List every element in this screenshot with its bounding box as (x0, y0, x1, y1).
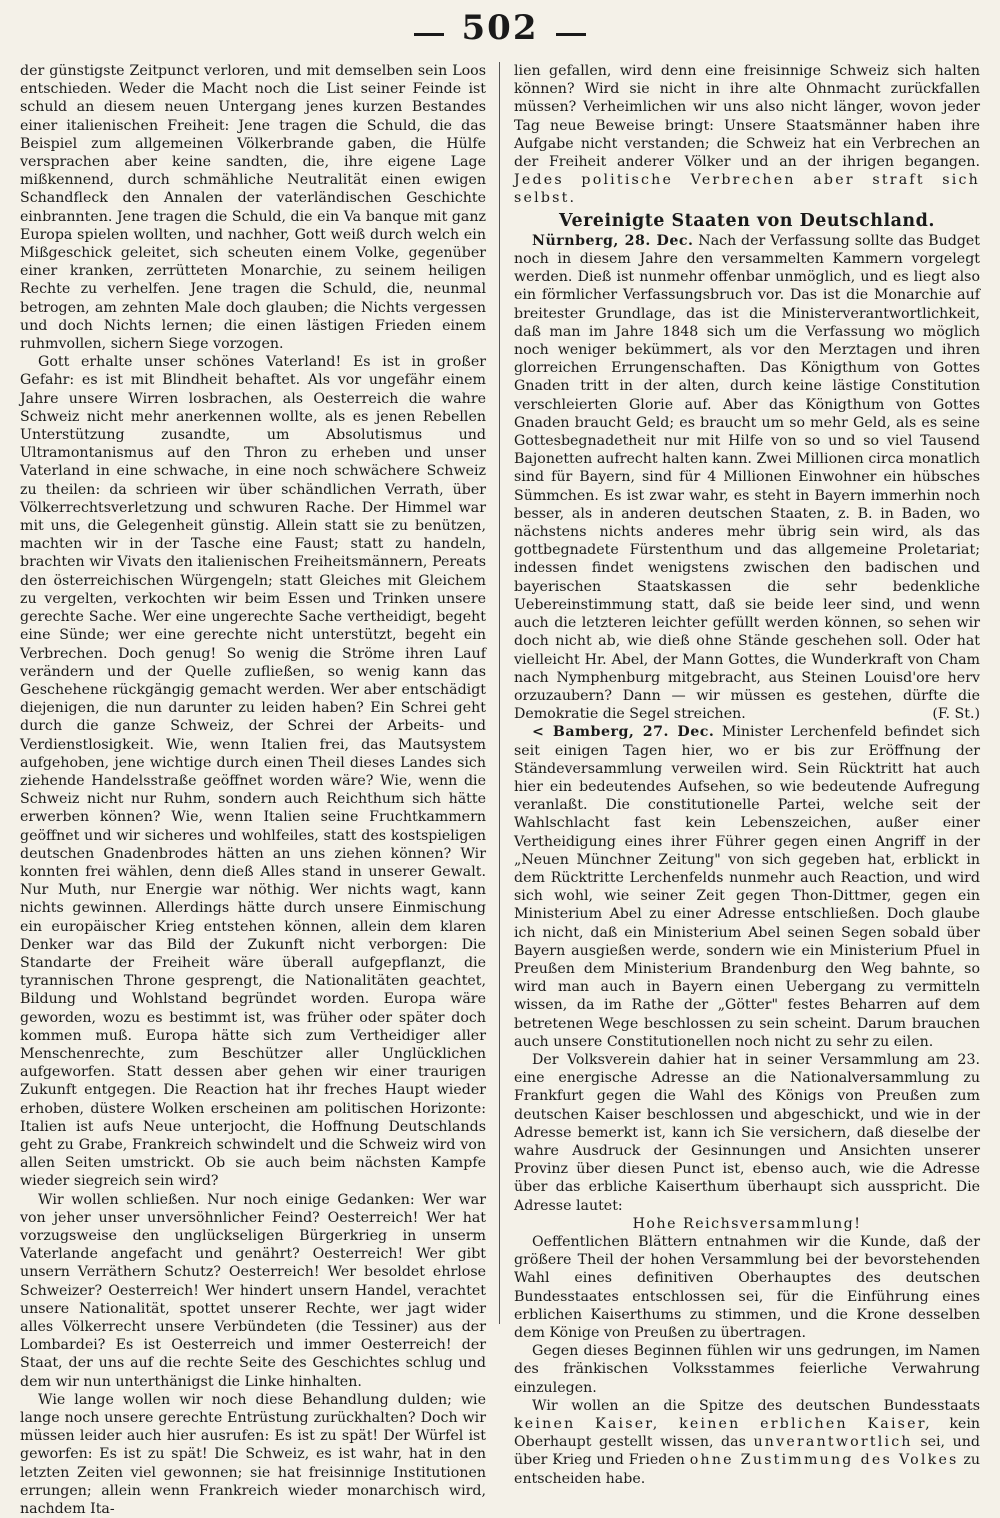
right-column (514, 62, 981, 1487)
page-header (0, 6, 1000, 54)
address-paragraph: Gegen dieses Beginnen fühlen wir uns gedrungen, im Namen des fränkischen Volksstammes feierliche Verwahrung einzulegen. (514, 1343, 980, 1396)
volksverein-paragraph: Der Volksverein dahier hat in seiner Versammlung am 23. eine energische Adresse an die Nationalversammlung zu Frankfurt gegen die Wahl des Königs von Preußen zum deutschen Kaiser beschlossen und abgeschickt, und wie in der Adresse bemerkt ist, kann ich Sie versichern, daß dieselbe der wahre Ausdruck der Gesinnungen und Ansichten unserer Provinz über diesen Punct ist, ebenso auch, wie die Adresse über das erbliche Kaiserthum überhaupt sich ausspricht. Die Adresse lautet: (514, 1051, 980, 1214)
spaced-emphasis: Jedes politische Verbrechen aber straft sich selbst. (514, 172, 980, 207)
continuation-text: lien gefallen, wird denn eine freisinnige Schweiz sich halten können? Wird sie nicht in ihre alte Ohnmacht zurückfallen müssen? Verheimlichen wir uns also nicht länger, wovon jeder Tag neue Beweise bringt: Unsere Staatsmänner haben ihre Aufgabe nicht verstanden; die Schweiz hat ein Verbrechen an der Freiheit anderer Völker und an der ihrigen begangen. (514, 63, 980, 171)
column-divider (499, 62, 500, 1324)
source-signature: (F. St.) (932, 706, 980, 723)
address-paragraph: Oeffentlichen Blättern entnahmen wir die Kunde, daß der größere Theil der hohen Versammlung bei der bevorstehenden Wahl eines definitiven Oberhauptes des deutschen Bundesstaates entschlossen sei, für die Einführung eines erblichen Kaiserthums zu stimmen, und die Krone desselben dem Könige von Preußen zu übertragen. (514, 1234, 980, 1342)
address-paragraph (514, 1397, 980, 1488)
section-title: Vereinigte Staaten von Deutschland. (558, 210, 935, 231)
left-column (20, 62, 486, 1518)
spaced-emphasis: unverantwortlich (753, 1434, 913, 1451)
page-number: 502 (461, 8, 539, 48)
bamberg-report (514, 723, 980, 1051)
header-rule-right (556, 33, 586, 36)
article-paragraph: Wie lange wollen wir noch diese Behandlung dulden; wie lange noch unsere gerechte Entrüstung zurückhalten? Doch wir müssen leider auch hier ausrufen: Es ist zu spät! Der Würfel ist geworfen: Es ist zu spät! Die Schweiz, es ist wahr, hat in den letzten Zeiten viel gewonnen; sie hat freisinnige Institutionen errungen; allein wenn Frankreich wieder monarchisch wird, nachdem Ita- (20, 1391, 486, 1518)
nuernberg-report (514, 232, 980, 723)
address-heading: Hohe Reichsversammlung! (632, 1215, 862, 1232)
bamberg-text: Minister Lerchenfeld befindet sich seit einigen Tagen hier, wo er bis zur Eröffnung der Ständeversammlung verweilen wird. Sein Rücktritt hat auch hier ein bedeutendes Aufsehen, so wie bedeutende Aufregung veranlaßt. Die constitutionelle Partei, welche seit der Wahlschlacht fast kein Lebenszeichen, außer einer Vertheidigung eines ihrer Führer gegen einen Angriff in der „Neuen Münchner Zeitung" von sich gegeben hat, erblickt in dem Rücktritte Lerchenfelds nunmehr auch Reaction, und wird sich wohl, wie seiner Zeit gegen Thon-Dittmer, gegen ein Ministerium Abel zu einer Adresse entschließen. Doch glaube ich nicht, daß ein Ministerium Abel seinen Segen sobald über Bayern ausgießen werde, sondern wie ein Ministerium Pfuel in Preußen dem Ministerium Brandenburg den Weg bahnte, so wird man auch in Bayern einen Uebergang zu vermitteln wissen, da im Rathe der „Götter" festes Beharren auf dem betretenen Wege beschlossen zu sein scheint. Darum brauchen auch unsere Constitutionellen noch nicht zu sehr zu eilen. (514, 724, 980, 1050)
nuernberg-text: Nach der Verfassung sollte das Budget noch in diesem Jahre den versammelten Kammern vorgelegt werden. Dieß ist nunmehr offenbar unmöglich, und es liegt also ein förmlicher Verfassungsbruch vor. Das ist die Monarchie auf breitester Grundlage, das ist die Ministerverantwortlichkeit, daß man im Jahre 1848 sich um die Verfassung wo möglich noch weniger bekümmert, als vor den Merztagen und ihren glorreichen Errungenschaften. Das Königthum von Gottes Gnaden tritt in der alten, durch keine lästige Constitution verschleierten Glorie auf. Aber das Königthum von Gottes Gnaden braucht Geld; es braucht um so mehr Geld, als es seine Gottesbegnadetheit nur mit Hilfe von so und so viel Tausend Bajonetten aufrecht halten kann. Zwei Millionen circa monatlich sind für Bayern, sind für 4 Millionen Einwohner ein hübsches Sümmchen. Es ist zwar wahr, es steht in Bayern immerhin noch besser, als in anderen deutschen Staaten, z. B. in Baden, wo nächstens nichts anderes mehr übrig sein wird, als das gottbegnadete Fürstenthum und das allgemeine Proletariat; indessen findet wenigstens zwischen den badischen und bayerischen Staatskassen die sehr bedenkliche Uebereinstimmung statt, daß sie beide leer sind, und wenn auch die letzteren leichter gefüllt werden können, so sehen wir doch nicht ab, wie dieß ohne Stände geschehen soll. Oder hat vielleicht Hr. Abel, der Mann Gottes, die Wunderkraft von Cham nach Nymphenburg mitgebracht, aus Steinen Louisd'ore herv orzuzaubern? Dann — wir müssen es gestehen, dürfte die Demokratie die Segel streichen. (514, 232, 980, 723)
header-rule-left (414, 33, 444, 36)
dateline-nuernberg: Nürnberg, 28. Dec. (532, 232, 694, 249)
spaced-emphasis: ohne Zustimmung des Volkes (689, 1452, 959, 1469)
address-text: Wir wollen an die Spitze des deutschen Bundesstaats (532, 1397, 980, 1414)
article-paragraph: der günstigste Zeitpunct verloren, und mit demselben sein Loos entschieden. Weder die Macht noch die List seiner Feinde ist schuld an diesem neuen Untergang jenes kurzen Bestandes einer italienischen Freiheit: Jene tragen die Schuld, die das Beispiel zum allgemeinen Völkerbrande gaben, die Hülfe versprachen aber keine sandten, die, ihre eigene Lage mißkennend, durch schmähliche Neutralität einen ewigen Schandfleck den Annalen der vaterländischen Geschichte einbrannten. Jene tragen die Schuld, die ein Va banque mit ganz Europa spielen wollten, und nachher, Gott weiß durch welch ein Mißgeschick geleitet, sich scheuten einem Volke, gegenüber einer kranken, zerrütteten Monarchie, zu seinem heiligen Rechte zu verhelfen. Jene tragen die Schuld, die, neunmal betrogen, am zehnten Male doch glauben; die Nichts vergessen und doch Nichts lernen; die einen lästigen Frieden einem ruhmvollen, sichern Siege vorzogen. (20, 63, 486, 353)
article-paragraph: Gott erhalte unser schönes Vaterland! Es ist in großer Gefahr: es ist mit Blindheit behaftet. Als vor ungefähr einem Jahre unsere Wirren losbrachen, als Oesterreich die wahre Schweiz nicht mehr anerkennen wollte, als es jenen Rebellen Unterstützung zusandte, um Absolutismus und Ultramontanismus auf den Thron zu erheben und unser Vaterland in eine schwache, in eine noch schwächere Schweiz zu theilen: da schrieen wir über schändlichen Verrath, über Völkerrechtsverletzung und schwuren Rache. Der Himmel war mit uns, die Gelegenheit günstig. Allein statt sie zu benützen, machten wir in der Tasche eine Faust; statt zu handeln, brachten wir Vivats den italienischen Freiheitsmännern, Pereats den österreichischen Würgengeln; statt Gleiches mit Gleichem zu vergelten, verkochten wir beim Essen und Trinken unsere gerechte Sache. Wer eine ungerechte Sache vertheidigt, begeht eine Sünde; wer eine gerechte nicht unterstützt, begeht ein Verbrechen. Doch genug! So wenig die Ströme ihren Lauf verändern und der Quelle zufließen, so wenig kann das Geschehene rückgängig gemacht werden. Wer aber entschädigt diejenigen, die nun darunter zu leiden haben? Ein Schrei geht durch die ganze Schweiz, der Schrei der Arbeits- und Verdienstlosigkeit. Wie, wenn Italien frei, das Mautsystem aufgehoben, jene wichtige durch einen Theil dieses Landes sich ziehende Handelsstraße geöffnet worden wäre? Wie, wenn die Schweiz nicht nur Ruhm, sondern auch Reichthum sich hätte erwerben können? Wie, wenn Italien seine Fruchtkammern geöffnet und wir sicheres und wohlfeiles, statt des kostspieligen deutschen Gnadenbrodes hätten an uns ziehen können? Wir konnten frei wählen, denn dieß Alles stand in unserer Gewalt. Nur Muth, nur Energie war nöthig. Wer nichts wagt, kann nichts gewinnen. Allerdings hätte durch unsere Einmischung ein europäischer Krieg entstehen können, allein dem klaren Denker war das Bild der Zukunft nicht verborgen: Die Standarte der Freiheit wäre überall aufgepflanzt, die tyrannischen Throne gesprengt, die Nationalitäten geachtet, Bildung und Wohlstand begründet worden. Europa wäre geworden, wozu es bestimmt ist, was früher oder später doch kommen muß. Europa hätte sich zum Vertheidiger aller Menschenrechte, zum Beschützer aller Unglücklichen aufgeworfen. Statt dessen aber gehen wir einer traurigen Zukunft entgegen. Die Reaction hat ihr freches Haupt wieder erhoben, düstere Wolken erscheinen am politischen Horizonte: Italien ist aufs Neue unterjocht, die Hoffnung Deutschlands geht zu Grabe, Frankreich schwindelt und die Schweiz wird von allen Seiten umstrickt. Ob sie auch beim nächsten Kampfe wieder siegreich sein wird? (20, 354, 486, 1190)
article-continuation (514, 62, 980, 208)
address-text: kein Oberhaupt gestellt wissen, das (514, 1416, 980, 1451)
address-text: zu entscheiden habe. (514, 1452, 981, 1487)
spaced-emphasis: keinen Kaiser, keinen erblichen Kaiser, (514, 1416, 932, 1433)
dateline-bamberg: < Bamberg, 27. Dec. (532, 724, 715, 741)
address-text: sei, und über Krieg und Frieden (514, 1434, 980, 1469)
article-paragraph: Wir wollen schließen. Nur noch einige Gedanken: Wer war von jeher unser unversöhnlicher Feind? Oesterreich! Wer hat vorzugsweise den unglückseligen Bürgerkrieg in unserm Vaterlande angefacht und genährt? Oesterreich! Wer gibt unsern Verräthern Schutz? Oesterreich! Wer besoldet ehrlose Schweizer? Oesterreich! Wer hindert unsern Handel, verachtet unsere Nationalität, spottet unserer Rechte, wer jagt wider alles Völkerrecht unsere Verbündeten (die Tessiner) aus der Lombardei? Es ist Oesterreich und immer Oesterreich! der Staat, der uns auf die rechte Seite des Geschichtes schlug und dem wir nun unterthänigst die Linke hinhalten. (20, 1191, 486, 1390)
